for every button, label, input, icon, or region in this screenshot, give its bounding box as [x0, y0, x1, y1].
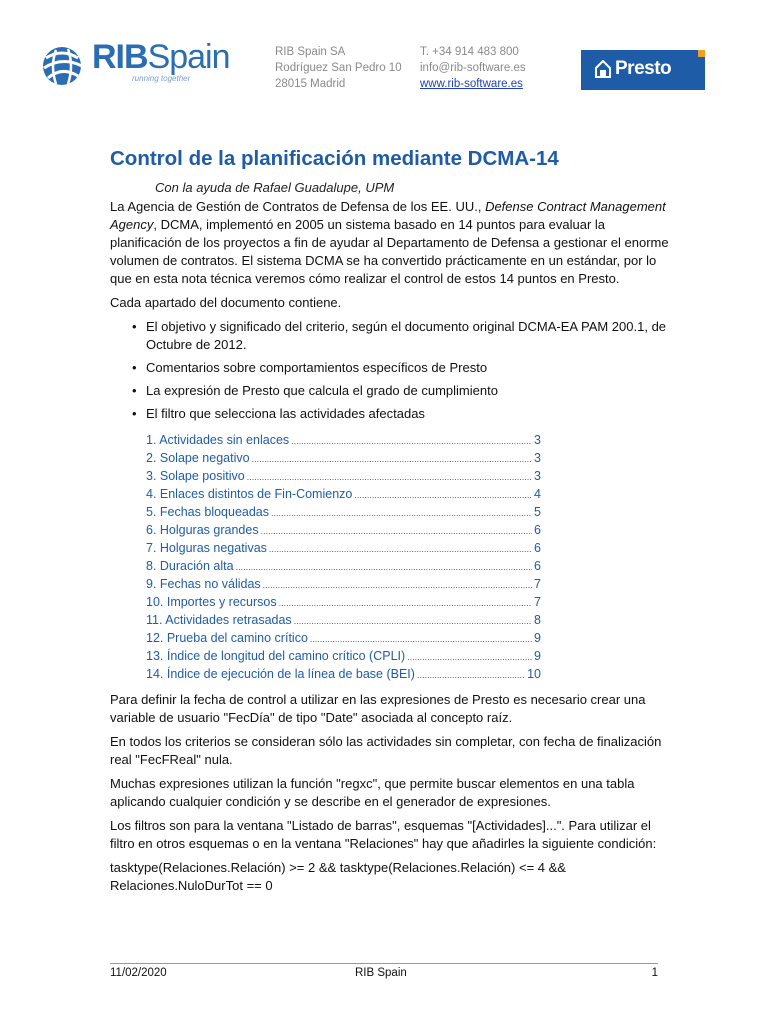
- paragraph: Los filtros son para la ventana "Listado de barras", esquemas "[Actividades]...". Para utilizar el filtro en otros esquemas o en la ventana "Relaciones" hay que añadirles la siguiente condición:: [110, 818, 657, 851]
- toc-dot-leader: [263, 575, 532, 594]
- footer-company: RIB Spain: [355, 967, 407, 979]
- rib-spain-logo: [40, 40, 240, 90]
- toc-entry-label: 10. Importes y recursos: [146, 595, 277, 609]
- address-line: RIB Spain SA: [275, 46, 346, 58]
- toc-entry[interactable]: [146, 503, 541, 521]
- document-title: Control de la planificación mediante DCMA-14: [110, 147, 559, 170]
- toc-entry[interactable]: [146, 611, 541, 629]
- toc-entry[interactable]: [146, 647, 541, 665]
- email-link[interactable]: info@rib-software.es: [420, 62, 526, 74]
- toc-entry-label: 13. Índice de longitud del camino crítico (CPLI): [146, 649, 406, 663]
- toc-entry-label: 1. Actividades sin enlaces: [146, 433, 290, 447]
- toc-dot-leader: [252, 449, 532, 468]
- toc-dot-leader: [236, 557, 532, 576]
- address-line: 28015 Madrid: [275, 78, 346, 90]
- toc-dot-leader: [271, 503, 532, 522]
- toc-entry[interactable]: [146, 485, 541, 503]
- toc-entry[interactable]: [146, 629, 541, 647]
- toc-entry-label: 2. Solape negativo: [146, 451, 250, 465]
- document-subtitle: Con la ayuda de Rafael Guadalupe, UPM: [155, 180, 395, 195]
- toc-entry-label: 8. Duración alta: [146, 559, 234, 573]
- toc-entry-page: 6: [534, 541, 541, 555]
- toc-entry[interactable]: [146, 665, 541, 683]
- toc-entry-label: 11. Actividades retrasadas: [146, 613, 292, 627]
- toc-entry[interactable]: [146, 467, 541, 485]
- rib-globe-icon: [40, 44, 88, 88]
- toc-entry-label: 9. Fechas no válidas: [146, 577, 261, 591]
- toc-entry-page: 3: [534, 433, 541, 447]
- toc-dot-leader: [279, 593, 532, 612]
- logo-tagline: running together: [132, 74, 191, 83]
- toc-entry-page: 9: [534, 631, 541, 645]
- toc-entry[interactable]: [146, 557, 541, 575]
- toc-dot-leader: [417, 665, 525, 684]
- toc-dot-leader: [310, 629, 532, 648]
- toc-entry-page: 8: [534, 613, 541, 627]
- code-paragraph: tasktype(Relaciones.Relación) >= 2 && tasktype(Relaciones.Relación) <= 4 && Relaciones.NuloDurTot == 0: [110, 860, 566, 893]
- toc-dot-leader: [407, 647, 532, 666]
- page-header: [0, 0, 768, 110]
- phone-number: T. +34 914 483 800: [420, 46, 519, 58]
- paragraph: Muchas expresiones utilizan la función "regxc", que permite buscar elementos en una tabla aplicando cualquier condición y se describe en el generador de expresiones.: [110, 776, 635, 809]
- toc-entry-label: 3. Solape positivo: [146, 469, 245, 483]
- toc-dot-leader: [269, 539, 532, 558]
- toc-entry-page: 10: [527, 667, 541, 681]
- list-item: • El filtro que selecciona las actividades afectadas: [146, 405, 670, 423]
- toc-entry-page: 3: [534, 469, 541, 483]
- toc-entry-label: 4. Enlaces distintos de Fin-Comienzo: [146, 487, 353, 501]
- toc-dot-leader: [247, 467, 532, 486]
- footer-page-number: 1: [651, 967, 658, 979]
- paragraph: En todos los criterios se consideran sólo las actividades sin completar, con fecha de finalización real "FecFReal" nula.: [110, 734, 662, 767]
- contains-label: Cada apartado del documento contiene.: [110, 295, 342, 310]
- toc-entry-page: 7: [534, 577, 541, 591]
- footer-date: 11/02/2020: [110, 967, 167, 979]
- toc-entry-page: 9: [534, 649, 541, 663]
- toc-entry[interactable]: [146, 593, 541, 611]
- toc-dot-leader: [294, 611, 532, 630]
- toc-entry-page: 4: [534, 487, 541, 501]
- presto-logo: [581, 50, 705, 90]
- toc-entry-page: 5: [534, 505, 541, 519]
- bullet-list: [110, 318, 670, 423]
- toc-entry-page: 6: [534, 559, 541, 573]
- presto-label: Presto: [615, 58, 672, 79]
- intro-paragraph: La Agencia de Gestión de Contratos de Defensa de los EE. UU., Defense Contract Management Agency, DCMA, implementó en 2005 un sistema basado en 14 puntos para evaluar la planificación de los proyectos a fin de ayudar al Departamento de Defensa a gestionar el enorme volumen de contratos. El sistema DCMA se ha convertido prácticamente en un estándar, por lo que en esta nota técnica veremos cómo realizar el control de estos 14 puntos en Presto.: [110, 199, 669, 286]
- toc-entry-label: 5. Fechas bloqueadas: [146, 505, 270, 519]
- website-link[interactable]: www.rib-software.es: [420, 78, 523, 90]
- company-contact: [420, 44, 526, 92]
- table-of-contents: [146, 431, 541, 683]
- toc-entry[interactable]: [146, 575, 541, 593]
- list-item: • El objetivo y significado del criterio, según el documento original DCMA-EA PAM 200.1, de Octubre de 2012.: [146, 318, 670, 354]
- toc-entry-label: 12. Prueba del camino crítico: [146, 631, 308, 645]
- toc-entry[interactable]: [146, 431, 541, 449]
- toc-entry-label: 7. Holguras negativas: [146, 541, 267, 555]
- toc-entry-label: 6. Holguras grandes: [146, 523, 259, 537]
- document-body: [110, 198, 670, 901]
- toc-entry-page: 7: [534, 595, 541, 609]
- house-icon: [595, 60, 611, 78]
- presto-corner-accent: [698, 50, 705, 57]
- toc-dot-leader: [354, 485, 532, 504]
- page-footer: [110, 963, 658, 979]
- toc-entry-page: 3: [534, 451, 541, 465]
- toc-dot-leader: [261, 521, 532, 540]
- list-item: • La expresión de Presto que calcula el grado de cumplimiento: [146, 382, 670, 400]
- toc-dot-leader: [291, 431, 532, 450]
- toc-entry-label: 14. Índice de ejecución de la línea de base (BEI): [146, 667, 415, 681]
- toc-entry[interactable]: [146, 449, 541, 467]
- company-address: [275, 44, 402, 92]
- address-line: Rodríguez San Pedro 10: [275, 62, 402, 74]
- paragraph: Para definir la fecha de control a utilizar en las expresiones de Presto es necesario crear una variable de usuario "FecDía" de tipo "Date" asociada al concepto raíz.: [110, 692, 646, 725]
- logo-text: RIBSpain: [92, 38, 230, 76]
- list-item: • Comentarios sobre comportamientos específicos de Presto: [146, 359, 670, 377]
- toc-entry[interactable]: [146, 521, 541, 539]
- toc-entry-page: 6: [534, 523, 541, 537]
- toc-entry[interactable]: [146, 539, 541, 557]
